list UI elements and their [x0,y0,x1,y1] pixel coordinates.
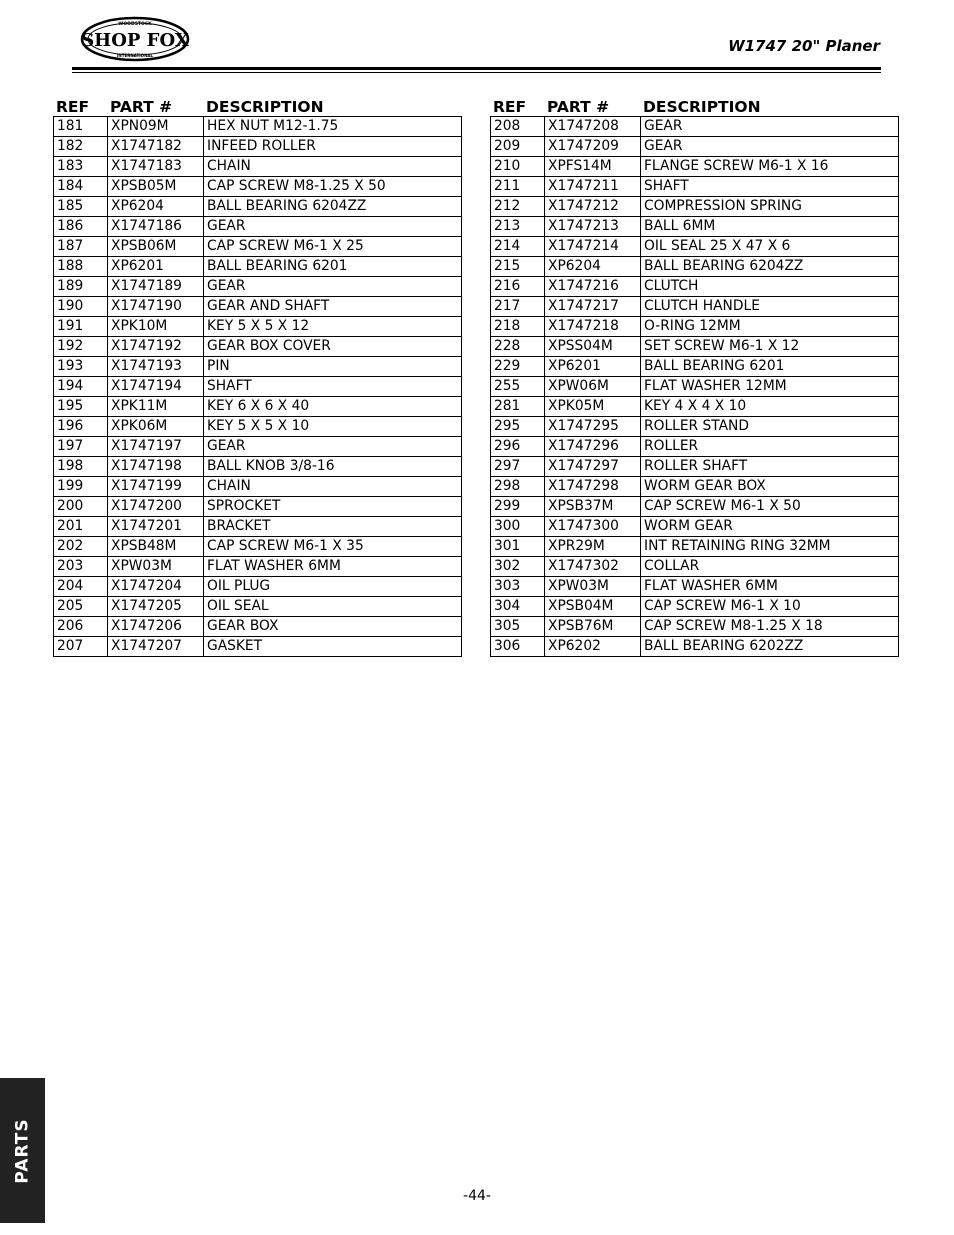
table-row [54,197,462,217]
part-number-cell: XPFS14M [545,157,641,177]
part-number-cell: XPK10M [108,317,204,337]
parts-table-right [490,92,898,657]
logo-text: SHOP FOX [81,30,189,51]
ref-cell: 212 [491,197,545,217]
ref-cell: 296 [491,437,545,457]
ref-cell: 214 [491,237,545,257]
part-number-cell: XP6204 [108,197,204,217]
table-row [54,277,462,297]
ref-cell: 228 [491,337,545,357]
description-cell: CHAIN [204,477,462,497]
part-number-cell: X1747192 [108,337,204,357]
part-number-cell: XPSB06M [108,237,204,257]
description-cell: O-RING 12MM [641,317,899,337]
table-header [490,92,898,116]
part-number-cell: X1747183 [108,157,204,177]
description-cell: SHAFT [641,177,899,197]
ref-cell: 206 [54,617,108,637]
document-title: W1747 20" Planer [728,37,880,55]
part-number-cell: X1747296 [545,437,641,457]
ref-cell: 208 [491,117,545,137]
description-cell: COLLAR [641,557,899,577]
description-cell: CHAIN [204,157,462,177]
table-row [491,237,899,257]
ref-cell: 182 [54,137,108,157]
description-cell: GASKET [204,637,462,657]
description-cell: CAP SCREW M6-1 X 10 [641,597,899,617]
table-row [491,617,899,637]
column-header-part: PART # [110,98,173,116]
table-row [491,177,899,197]
part-number-cell: XP6201 [108,257,204,277]
table-row [491,597,899,617]
ref-cell: 210 [491,157,545,177]
description-cell: OIL PLUG [204,577,462,597]
ref-cell: 184 [54,177,108,197]
description-cell: SHAFT [204,377,462,397]
column-header-part: PART # [547,98,610,116]
description-cell: INFEED ROLLER [204,137,462,157]
ref-cell: 190 [54,297,108,317]
part-number-cell: X1747193 [108,357,204,377]
table-row [491,577,899,597]
description-cell: GEAR [641,137,899,157]
table-row [491,557,899,577]
part-number-cell: X1747216 [545,277,641,297]
ref-cell: 204 [54,577,108,597]
table-row [491,117,899,137]
table-row [54,257,462,277]
table-row [491,217,899,237]
description-cell: FLAT WASHER 6MM [641,577,899,597]
description-cell: ROLLER [641,437,899,457]
table-row [491,257,899,277]
ref-cell: 218 [491,317,545,337]
description-cell: KEY 5 X 5 X 10 [204,417,462,437]
table-row [491,297,899,317]
ref-cell: 189 [54,277,108,297]
ref-cell: 185 [54,197,108,217]
table-header [53,92,461,116]
table-row [491,497,899,517]
ref-cell: 181 [54,117,108,137]
table-row [54,177,462,197]
ref-cell: 217 [491,297,545,317]
part-number-cell: X1747198 [108,457,204,477]
description-cell: FLAT WASHER 12MM [641,377,899,397]
ref-cell: 209 [491,137,545,157]
description-cell: CAP SCREW M8-1.25 X 50 [204,177,462,197]
description-cell: INT RETAINING RING 32MM [641,537,899,557]
part-number-cell: X1747190 [108,297,204,317]
part-number-cell: XPSB04M [545,597,641,617]
ref-cell: 229 [491,357,545,377]
table-row [54,557,462,577]
part-number-cell: XPK05M [545,397,641,417]
table-row [491,377,899,397]
table-row [491,197,899,217]
part-number-cell: X1747200 [108,497,204,517]
description-cell: GEAR BOX [204,617,462,637]
description-cell: ROLLER SHAFT [641,457,899,477]
description-cell: WORM GEAR BOX [641,477,899,497]
ref-cell: 281 [491,397,545,417]
column-header-description: DESCRIPTION [206,98,324,116]
ref-cell: 198 [54,457,108,477]
shop-fox-logo [80,16,190,62]
ref-cell: 203 [54,557,108,577]
table-row [491,397,899,417]
table-row [54,337,462,357]
ref-cell: 193 [54,357,108,377]
description-cell: CAP SCREW M8-1.25 X 18 [641,617,899,637]
description-cell: KEY 4 X 4 X 10 [641,397,899,417]
part-number-cell: X1747302 [545,557,641,577]
part-number-cell: XPSB48M [108,537,204,557]
description-cell: ROLLER STAND [641,417,899,437]
ref-cell: 197 [54,437,108,457]
description-cell: COMPRESSION SPRING [641,197,899,217]
header-rule-thin [72,72,881,73]
ref-cell: 192 [54,337,108,357]
part-number-cell: X1747182 [108,137,204,157]
description-cell: BALL BEARING 6201 [641,357,899,377]
ref-cell: 187 [54,237,108,257]
part-number-cell: X1747199 [108,477,204,497]
part-number-cell: X1747300 [545,517,641,537]
part-number-cell: XPW03M [545,577,641,597]
part-number-cell: XPK06M [108,417,204,437]
part-number-cell: X1747206 [108,617,204,637]
description-cell: BALL BEARING 6204ZZ [204,197,462,217]
part-number-cell: XPSB05M [108,177,204,197]
description-cell: GEAR [204,437,462,457]
section-tab-label: PARTS [12,1117,33,1184]
ref-cell: 194 [54,377,108,397]
description-cell: KEY 5 X 5 X 12 [204,317,462,337]
description-cell: CAP SCREW M6-1 X 50 [641,497,899,517]
table-row [54,137,462,157]
description-cell: CAP SCREW M6-1 X 25 [204,237,462,257]
table-row [54,517,462,537]
ref-cell: 255 [491,377,545,397]
part-number-cell: X1747197 [108,437,204,457]
description-cell: PIN [204,357,462,377]
description-cell: GEAR AND SHAFT [204,297,462,317]
description-cell: BALL 6MM [641,217,899,237]
table-row [491,537,899,557]
part-number-cell: X1747204 [108,577,204,597]
part-number-cell: X1747209 [545,137,641,157]
part-number-cell: XPW06M [545,377,641,397]
ref-cell: 302 [491,557,545,577]
description-cell: CLUTCH [641,277,899,297]
description-cell: FLANGE SCREW M6-1 X 16 [641,157,899,177]
description-cell: BALL BEARING 6202ZZ [641,637,899,657]
logo-top-text: WOODSTOCK [118,22,152,27]
part-number-cell: XPSB76M [545,617,641,637]
ref-cell: 303 [491,577,545,597]
part-number-cell: XPSS04M [545,337,641,357]
description-cell: WORM GEAR [641,517,899,537]
description-cell: GEAR [641,117,899,137]
description-cell: BRACKET [204,517,462,537]
part-number-cell: X1747201 [108,517,204,537]
description-cell: SET SCREW M6-1 X 12 [641,337,899,357]
part-number-cell: XPSB37M [545,497,641,517]
table-row [491,277,899,297]
table-row [54,437,462,457]
part-number-cell: X1747298 [545,477,641,497]
ref-cell: 301 [491,537,545,557]
table-row [54,637,462,657]
ref-cell: 183 [54,157,108,177]
ref-cell: 213 [491,217,545,237]
description-cell: BALL BEARING 6201 [204,257,462,277]
ref-cell: 211 [491,177,545,197]
column-header-ref: REF [493,98,527,116]
part-number-cell: X1747205 [108,597,204,617]
part-number-cell: X1747218 [545,317,641,337]
description-cell: CLUTCH HANDLE [641,297,899,317]
ref-cell: 304 [491,597,545,617]
part-number-cell: XP6202 [545,637,641,657]
description-cell: OIL SEAL [204,597,462,617]
ref-cell: 306 [491,637,545,657]
ref-cell: 297 [491,457,545,477]
table-row [54,317,462,337]
part-number-cell: XPR29M [545,537,641,557]
description-cell: HEX NUT M12-1.75 [204,117,462,137]
table-row [54,597,462,617]
table-row [491,417,899,437]
table-row [491,477,899,497]
part-number-cell: X1747212 [545,197,641,217]
table-row [491,157,899,177]
column-header-ref: REF [56,98,90,116]
part-number-cell: X1747214 [545,237,641,257]
ref-cell: 205 [54,597,108,617]
description-cell: CAP SCREW M6-1 X 35 [204,537,462,557]
part-number-cell: X1747211 [545,177,641,197]
column-header-description: DESCRIPTION [643,98,761,116]
ref-cell: 195 [54,397,108,417]
part-number-cell: X1747208 [545,117,641,137]
table-row [54,237,462,257]
table-row [54,497,462,517]
table-row [54,617,462,637]
logo-bottom-text: INTERNATIONAL [116,53,154,58]
ref-cell: 299 [491,497,545,517]
part-number-cell: XPN09M [108,117,204,137]
part-number-cell: X1747207 [108,637,204,657]
description-cell: BALL KNOB 3/8-16 [204,457,462,477]
part-number-cell: XPK11M [108,397,204,417]
table-row [54,117,462,137]
table-row [54,157,462,177]
table-row [491,637,899,657]
ref-cell: 207 [54,637,108,657]
ref-cell: 202 [54,537,108,557]
part-number-cell: X1747194 [108,377,204,397]
part-number-cell: X1747217 [545,297,641,317]
page-number: -44- [463,1188,491,1204]
description-cell: OIL SEAL 25 X 47 X 6 [641,237,899,257]
table-row [54,577,462,597]
ref-cell: 300 [491,517,545,537]
header-rule [72,67,881,70]
ref-cell: 188 [54,257,108,277]
part-number-cell: X1747213 [545,217,641,237]
table-row [54,457,462,477]
table-row [54,477,462,497]
table-row [54,397,462,417]
table-row [54,297,462,317]
ref-cell: 196 [54,417,108,437]
table-row [491,437,899,457]
ref-cell: 201 [54,517,108,537]
table-row [54,217,462,237]
description-cell: GEAR BOX COVER [204,337,462,357]
table-row [54,537,462,557]
ref-cell: 200 [54,497,108,517]
table-row [491,137,899,157]
part-number-cell: X1747189 [108,277,204,297]
ref-cell: 216 [491,277,545,297]
table-row [491,517,899,537]
ref-cell: 215 [491,257,545,277]
table-row [54,357,462,377]
ref-cell: 295 [491,417,545,437]
ref-cell: 298 [491,477,545,497]
table-row [491,357,899,377]
description-cell: FLAT WASHER 6MM [204,557,462,577]
ref-cell: 186 [54,217,108,237]
part-number-cell: XPW03M [108,557,204,577]
ref-cell: 191 [54,317,108,337]
part-number-cell: XP6204 [545,257,641,277]
part-number-cell: XP6201 [545,357,641,377]
part-number-cell: X1747295 [545,417,641,437]
ref-cell: 305 [491,617,545,637]
part-number-cell: X1747186 [108,217,204,237]
parts-table-left [53,92,461,657]
description-cell: KEY 6 X 6 X 40 [204,397,462,417]
table-row [54,377,462,397]
table-row [491,317,899,337]
description-cell: GEAR [204,277,462,297]
table-row [54,417,462,437]
table-row [491,337,899,357]
ref-cell: 199 [54,477,108,497]
description-cell: BALL BEARING 6204ZZ [641,257,899,277]
table-row [491,457,899,477]
description-cell: GEAR [204,217,462,237]
description-cell: SPROCKET [204,497,462,517]
part-number-cell: X1747297 [545,457,641,477]
